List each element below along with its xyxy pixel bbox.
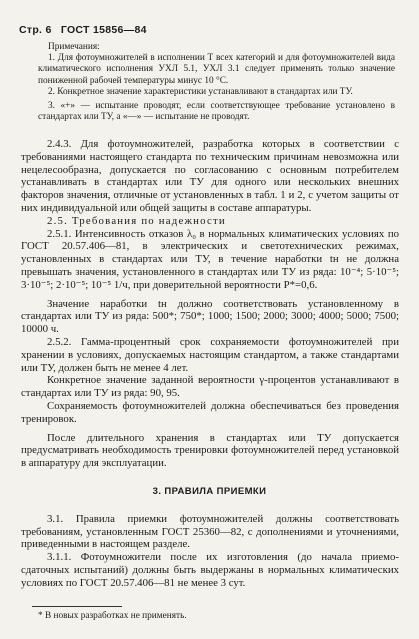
paragraph-2-5-2-c: Сохраняемость фотоумножителей должна обеспечиваться без проведения тренировок.	[21, 399, 399, 425]
footnote-rule	[32, 606, 122, 607]
main-text	[0, 138, 419, 590]
page-header	[19, 24, 153, 36]
paragraph-2-5-2-d: После длительного хранения в стандартах или ТУ допускается предусматривать необходимость тренировки фотоумножителей перед установкой в аппаратуру для эксплуатации.	[21, 431, 399, 470]
standard-id: ГОСТ 15856—84	[60, 24, 147, 36]
paragraph-3-1-1: 3.1.1. Фотоумножители после их изготовления (до начала приемо-сдаточных испытаний) должны быть выдержаны в нормальных климатических условиях по ГОСТ 20.57.406—81 не менее 3 сут.	[21, 551, 399, 589]
note-3: 3. «+» — испытание проводят, если соответствующее требование установлено в стандартах или ТУ, а «—» — испытание не проводят.	[38, 101, 395, 123]
section-heading-2-5: 2.5. Требования по надежности	[47, 214, 226, 227]
note-2: 2. Конкретное значение характеристики устанавливают в стандартах или ТУ.	[48, 86, 353, 97]
note-1: 1. Для фотоумножителей в исполнении Т всех категорий и для фотоумножителей вида климатического исполнения УХЛ 5.1, УХЛ 3.1 следует применять только значение пониженной рабочей температуры минус 10 °С.	[38, 53, 395, 86]
paragraph-2-5-1-b: Значение наработки tн должно соответствовать установленному в стандартах или ТУ из ряда: 500*; 750*; 1000; 1500; 2000; 3000; 4000; 5000; 7500; 10000 ч.	[21, 297, 399, 336]
paragraph-2-5-2: 2.5.2. Гамма-процентный срок сохраняемости фотоумножителей при хранении в условиях, допускаемых настоящим стандартом, а также стандартами или ТУ, должен быть не менее 4 лет.	[21, 335, 399, 374]
paragraph-2-5-2-b: Конкретное значение заданной вероятности γ-процентов устанавливают в стандартах или ТУ из ряда: 90, 95.	[21, 374, 399, 400]
page-number: Стр. 6	[19, 24, 52, 36]
paragraph-2-5-1: 2.5.1. Интенсивность отказов λ₀ в нормальных климатических условиях по ГОСТ 20.57.406—81, в электрических и светотехнических режимах, установленных в стандартах или ТУ, в течение наработки tн не должна превышать значения, установленного в стандартах или ТУ из ряда: 10⁻⁴; 5·10⁻⁵; 3·10⁻⁵; 2·10⁻⁵; 10⁻⁵ 1/ч, при доверительной вероятности P*=0,6.	[21, 227, 399, 291]
notes-block	[0, 42, 419, 123]
paragraph-2-4-3: 2.4.3. Для фотоумножителей, разработка которых в соответствии с требованиями настоящего стандарта по техническим причинам невозможна или нецелесообразна, допускается по согласованию с основным потребителем устанавливать в стандартах или ТУ для одного или нескольких внешних факторов значения, отличные от установленных в табл. 1 и 2, с учетом защиты от них индивидуальной или общей защиты в составе аппаратуры.	[21, 138, 399, 214]
notes-title: Примечания:	[48, 42, 100, 52]
paragraph-3-1: 3.1. Правила приемки фотоумножителей должны соответствовать требованиям, установленным ГОСТ 25360—82, с дополнениями и уточнениями, приведенными в настоящем разделе.	[21, 512, 399, 551]
section-heading-3: 3. ПРАВИЛА ПРИЕМКИ	[152, 485, 267, 497]
footnote: * В новых разработках не применять.	[38, 611, 187, 621]
